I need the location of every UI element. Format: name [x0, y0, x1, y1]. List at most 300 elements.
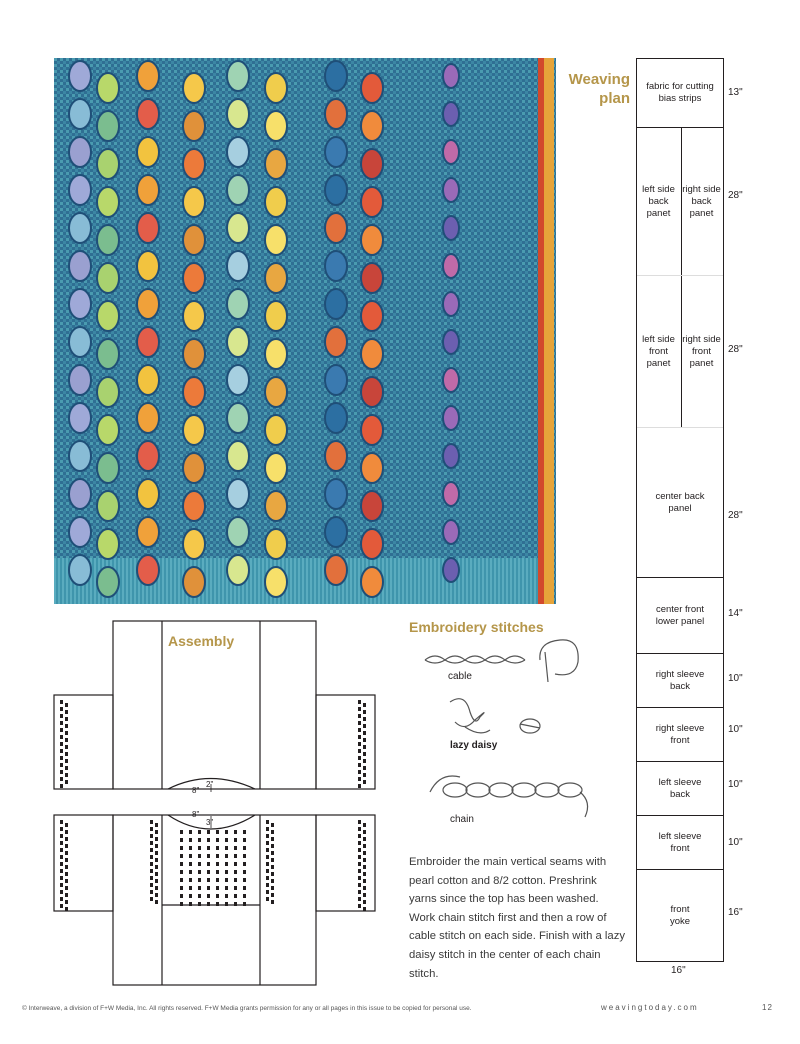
stitch-mark: [358, 700, 361, 704]
stitch-mark: [363, 773, 366, 777]
woven-oval: [227, 479, 249, 509]
stitch-mark: [225, 862, 228, 866]
woven-oval: [137, 99, 159, 129]
woven-oval: [137, 289, 159, 319]
woven-oval: [227, 213, 249, 243]
stitch-mark: [65, 900, 68, 904]
stitch-mark: [207, 894, 210, 898]
stitch-mark: [60, 756, 63, 760]
woven-oval: [443, 330, 459, 354]
stitch-mark: [189, 886, 192, 890]
stitch-mark: [189, 902, 192, 906]
stitch-mark: [234, 870, 237, 874]
stitch-mark: [180, 894, 183, 898]
woven-oval: [97, 111, 119, 141]
woven-oval: [69, 327, 91, 357]
woven-oval: [97, 225, 119, 255]
stitch-mark: [243, 846, 246, 850]
weaving-plan-title: [560, 70, 630, 108]
stitch-mark: [60, 714, 63, 718]
stitch-mark: [150, 855, 153, 859]
woven-oval: [183, 225, 205, 255]
stitch-mark: [60, 876, 63, 880]
plan-segment-label: left sleeve back: [658, 776, 702, 800]
stitch-mark: [216, 902, 219, 906]
stitch-mark: [60, 763, 63, 767]
chain-label: chain: [450, 814, 474, 825]
stitch-mark: [180, 870, 183, 874]
stitch-mark: [234, 862, 237, 866]
woven-oval: [69, 289, 91, 319]
woven-oval: [443, 216, 459, 240]
back-depth-label: 2": [206, 780, 214, 789]
woven-oval: [137, 365, 159, 395]
woven-oval: [69, 403, 91, 433]
measure-8: 10": [728, 837, 743, 848]
stitch-mark: [363, 766, 366, 770]
stitch-mark: [65, 893, 68, 897]
woven-oval: [97, 301, 119, 331]
stitch-mark: [180, 838, 183, 842]
woven-oval: [227, 289, 249, 319]
stitch-mark: [189, 846, 192, 850]
stitch-mark: [358, 890, 361, 894]
woven-oval: [361, 263, 383, 293]
stitch-mark: [225, 846, 228, 850]
stitch-mark: [150, 841, 153, 845]
stitch-mark: [363, 872, 366, 876]
stitch-mark: [358, 763, 361, 767]
woven-oval: [183, 73, 205, 103]
stitch-mark: [155, 837, 158, 841]
woven-oval: [137, 403, 159, 433]
stitch-mark: [358, 770, 361, 774]
woven-oval: [325, 517, 347, 547]
assembly-diagram: [50, 618, 380, 988]
stitch-mark: [271, 851, 274, 855]
woven-oval: [325, 175, 347, 205]
woven-oval: [443, 558, 459, 582]
stitch-mark: [358, 834, 361, 838]
stitch-mark: [358, 848, 361, 852]
woven-oval: [361, 111, 383, 141]
woven-oval: [325, 327, 347, 357]
woven-oval: [361, 491, 383, 521]
stitch-mark: [358, 883, 361, 887]
woven-oval: [137, 213, 159, 243]
woven-oval: [69, 175, 91, 205]
stitch-mark: [225, 886, 228, 890]
stitch-mark: [150, 883, 153, 887]
stitch-mark: [266, 883, 269, 887]
woven-oval: [443, 140, 459, 164]
width-measure: 16": [671, 965, 686, 976]
measure-0: 13": [728, 87, 743, 98]
woven-oval: [97, 491, 119, 521]
stitch-mark: [65, 717, 68, 721]
stitch-mark: [358, 735, 361, 739]
woven-oval: [69, 441, 91, 471]
stitch-mark: [216, 846, 219, 850]
stitch-mark: [234, 886, 237, 890]
front-body-outline: [113, 815, 316, 985]
stitch-mark: [180, 862, 183, 866]
stitch-mark: [358, 820, 361, 824]
stitch-mark: [358, 784, 361, 788]
stitch-mark: [234, 854, 237, 858]
stitch-mark: [243, 886, 246, 890]
stitch-mark: [207, 854, 210, 858]
stitch-mark: [271, 823, 274, 827]
plan-segment-center-front: [637, 578, 723, 654]
front-depth-label: 3": [206, 818, 214, 827]
stitch-mark: [65, 865, 68, 869]
stitch-mark: [225, 838, 228, 842]
stitch-mark: [216, 894, 219, 898]
woven-oval: [97, 453, 119, 483]
stitch-mark: [266, 890, 269, 894]
stitch-mark: [189, 862, 192, 866]
woven-oval: [325, 251, 347, 281]
stitch-mark: [155, 886, 158, 890]
woven-oval: [97, 567, 119, 597]
stitch-mark: [180, 830, 183, 834]
woven-oval: [325, 213, 347, 243]
woven-oval: [183, 415, 205, 445]
stitch-mark: [150, 869, 153, 873]
stitch-mark: [207, 878, 210, 882]
stitch-mark: [358, 869, 361, 873]
stitch-mark: [60, 777, 63, 781]
woven-oval: [183, 377, 205, 407]
woven-oval: [265, 225, 287, 255]
stitch-mark: [155, 858, 158, 862]
plan-segment-side-front: [637, 276, 723, 428]
stitch-mark: [198, 846, 201, 850]
plan-segment-left-sleeve-front: [637, 816, 723, 870]
stitch-mark: [363, 900, 366, 904]
stitch-mark: [65, 773, 68, 777]
stitch-mark: [155, 851, 158, 855]
stitch-mark: [234, 846, 237, 850]
stitch-mark: [65, 823, 68, 827]
woven-oval: [265, 453, 287, 483]
stitch-mark: [150, 862, 153, 866]
woven-oval: [227, 61, 249, 91]
woven-oval: [361, 453, 383, 483]
stitch-mark: [363, 879, 366, 883]
plan-segment-center-back: [637, 428, 723, 578]
stitch-mark: [358, 777, 361, 781]
woven-oval: [227, 175, 249, 205]
stitch-mark: [225, 894, 228, 898]
woven-oval: [443, 520, 459, 544]
cable-label: cable: [448, 671, 472, 682]
stitch-mark: [216, 870, 219, 874]
stitch-mark: [266, 855, 269, 859]
woven-oval: [183, 453, 205, 483]
stitch-mark: [363, 738, 366, 742]
stitch-mark: [198, 902, 201, 906]
woven-oval: [97, 377, 119, 407]
woven-oval: [69, 365, 91, 395]
stitch-mark: [198, 830, 201, 834]
stitch-mark: [155, 823, 158, 827]
woven-oval: [183, 339, 205, 369]
stitch-mark: [234, 894, 237, 898]
woven-oval: [443, 406, 459, 430]
stitch-mark: [243, 870, 246, 874]
stitch-mark: [216, 830, 219, 834]
woven-oval: [97, 263, 119, 293]
plan-segment-label: right sleeve front: [655, 722, 705, 746]
stitch-mark: [60, 721, 63, 725]
stitch-mark: [65, 879, 68, 883]
woven-oval: [325, 441, 347, 471]
woven-oval: [265, 377, 287, 407]
stitch-mark: [358, 855, 361, 859]
stitch-mark: [358, 714, 361, 718]
stitch-mark: [198, 870, 201, 874]
woven-oval: [137, 61, 159, 91]
stitch-mark: [358, 897, 361, 901]
stitch-mark: [358, 841, 361, 845]
stitch-mark: [155, 893, 158, 897]
woven-oval: [227, 251, 249, 281]
woven-oval: [183, 187, 205, 217]
woven-oval: [361, 149, 383, 179]
woven-oval: [97, 339, 119, 369]
woven-oval: [69, 555, 91, 585]
stitch-mark: [358, 728, 361, 732]
woven-oval: [265, 529, 287, 559]
woven-oval: [69, 251, 91, 281]
stitch-mark: [363, 710, 366, 714]
stitch-mark: [363, 780, 366, 784]
stitch-mark: [358, 749, 361, 753]
woven-oval: [325, 137, 347, 167]
stitch-mark: [225, 830, 228, 834]
stitch-mark: [65, 745, 68, 749]
plan-segment-side-back: [637, 128, 723, 276]
stitch-mark: [60, 784, 63, 788]
stitch-mark: [243, 878, 246, 882]
stitch-mark: [189, 854, 192, 858]
woven-oval: [361, 377, 383, 407]
measure-9: 16": [728, 907, 743, 918]
woven-oval: [137, 555, 159, 585]
stitch-mark: [363, 752, 366, 756]
woven-oval: [265, 187, 287, 217]
stitch-mark: [363, 844, 366, 848]
woven-oval: [265, 301, 287, 331]
stitch-mark: [363, 886, 366, 890]
measure-3: 28": [728, 510, 743, 521]
stitch-mark: [266, 876, 269, 880]
stitch-mark: [266, 848, 269, 852]
woven-oval: [265, 263, 287, 293]
woven-oval: [361, 529, 383, 559]
stitch-mark: [266, 820, 269, 824]
stitch-mark: [150, 890, 153, 894]
plan-segment-bias: [637, 59, 723, 128]
stitch-mark: [271, 858, 274, 862]
woven-oval: [361, 567, 383, 597]
woven-oval: [325, 365, 347, 395]
woven-oval: [227, 137, 249, 167]
stitch-mark: [150, 820, 153, 824]
measure-1: 28": [728, 190, 743, 201]
measure-6: 10": [728, 724, 743, 735]
stitch-mark: [271, 872, 274, 876]
stitch-mark: [60, 897, 63, 901]
stitch-mark: [266, 869, 269, 873]
plan-segment-label: front yoke: [669, 903, 691, 927]
stitch-mark: [150, 848, 153, 852]
measure-7: 10": [728, 779, 743, 790]
embroidery-instructions: Embroider the main vertical seams with pearl cotton and 8/2 cotton. Preshrink yarns since the top has been washed. Work chain stitch first and then a row of cable stitch on each side. Finish with a lazy daisy stitch in the center of each chain stitch.: [409, 856, 626, 980]
stitch-mark: [155, 900, 158, 904]
woven-oval: [361, 415, 383, 445]
stitch-mark: [358, 742, 361, 746]
stitch-mark: [65, 858, 68, 862]
woven-oval: [69, 137, 91, 167]
stitch-mark: [207, 886, 210, 890]
woven-oval: [325, 99, 347, 129]
stitch-mark: [363, 759, 366, 763]
woven-oval: [69, 61, 91, 91]
plan-segment-label: right sleeve back: [655, 668, 705, 692]
stitch-mark: [271, 893, 274, 897]
measure-4: 14": [728, 608, 743, 619]
woven-oval: [265, 73, 287, 103]
woven-oval: [265, 567, 287, 597]
stitch-mark: [155, 830, 158, 834]
stitch-mark: [266, 862, 269, 866]
stitch-mark: [180, 886, 183, 890]
plan-segment-label: left sleeve front: [658, 830, 702, 854]
stitch-mark: [155, 879, 158, 883]
stitch-mark: [363, 907, 366, 911]
woven-oval: [443, 292, 459, 316]
front-width-label: 8": [192, 810, 200, 819]
stitch-mark: [65, 731, 68, 735]
stitch-mark: [65, 851, 68, 855]
stitch-mark: [243, 854, 246, 858]
stitch-mark: [363, 893, 366, 897]
stitch-mark: [243, 838, 246, 842]
stitch-mark: [65, 752, 68, 756]
stitch-mark: [358, 862, 361, 866]
woven-oval: [227, 441, 249, 471]
plan-segment-left-sleeve-back: [637, 762, 723, 816]
stitch-mark: [60, 742, 63, 746]
stitch-mark: [243, 830, 246, 834]
lazy-daisy-label: lazy daisy: [450, 740, 498, 751]
woven-oval: [227, 365, 249, 395]
stitch-mark: [358, 904, 361, 908]
woven-oval: [137, 327, 159, 357]
plan-segment-label: fabric for cutting bias strips: [646, 81, 714, 104]
stitch-mark: [198, 854, 201, 858]
stitch-mark: [60, 869, 63, 873]
stitch-mark: [271, 837, 274, 841]
woven-oval: [265, 339, 287, 369]
stitch-mark: [155, 865, 158, 869]
plan-segment-right: right side back panet: [682, 183, 721, 219]
stitch-mark: [65, 703, 68, 707]
stitch-mark: [243, 894, 246, 898]
stitch-mark: [271, 865, 274, 869]
woven-oval: [183, 149, 205, 179]
woven-oval: [183, 263, 205, 293]
plan-segment-left: left side front panet: [642, 333, 675, 369]
page-number: 12: [762, 1003, 773, 1012]
woven-oval: [443, 178, 459, 202]
woven-oval: [97, 73, 119, 103]
site-link[interactable]: weavingtoday.com: [601, 1003, 699, 1012]
stitch-mark: [216, 838, 219, 842]
stitch-mark: [358, 827, 361, 831]
stitch-mark: [150, 876, 153, 880]
stitch-mark: [65, 830, 68, 834]
stitch-mark: [180, 878, 183, 882]
stitch-mark: [363, 745, 366, 749]
woven-oval: [443, 444, 459, 468]
stitch-mark: [65, 738, 68, 742]
woven-oval: [265, 491, 287, 521]
stitch-mark: [65, 710, 68, 714]
stitch-mark: [180, 854, 183, 858]
stitch-mark: [155, 872, 158, 876]
stitch-mark: [150, 834, 153, 838]
woven-oval: [183, 111, 205, 141]
stitch-mark: [65, 766, 68, 770]
woven-oval: [69, 479, 91, 509]
plan-segment-right: right side front panet: [682, 333, 721, 369]
stitch-mark: [60, 770, 63, 774]
stitch-mark: [271, 879, 274, 883]
woven-oval: [325, 61, 347, 91]
stitch-mark: [216, 854, 219, 858]
woven-oval: [361, 187, 383, 217]
stitch-mark: [60, 862, 63, 866]
stitch-mark: [60, 883, 63, 887]
stitch-mark: [363, 717, 366, 721]
stitch-mark: [363, 724, 366, 728]
stitch-mark: [234, 902, 237, 906]
stitch-mark: [225, 902, 228, 906]
stitch-mark: [363, 858, 366, 862]
woven-oval: [265, 111, 287, 141]
woven-oval: [137, 137, 159, 167]
plan-segment-right-sleeve-front: [637, 708, 723, 762]
stitch-mark: [60, 834, 63, 838]
stitch-mark: [266, 897, 269, 901]
woven-oval: [227, 99, 249, 129]
stitch-mark: [198, 886, 201, 890]
plan-segment-right-sleeve-back: [637, 654, 723, 708]
stitch-mark: [363, 731, 366, 735]
weaving-plan-title-line2: plan: [599, 90, 630, 107]
lazy-daisy-illustration: [450, 699, 540, 733]
stitch-illustrations: [420, 632, 610, 832]
stitch-mark: [60, 707, 63, 711]
woven-oval: [265, 415, 287, 445]
stitch-mark: [225, 878, 228, 882]
stitch-mark: [65, 886, 68, 890]
stitch-mark: [271, 844, 274, 848]
